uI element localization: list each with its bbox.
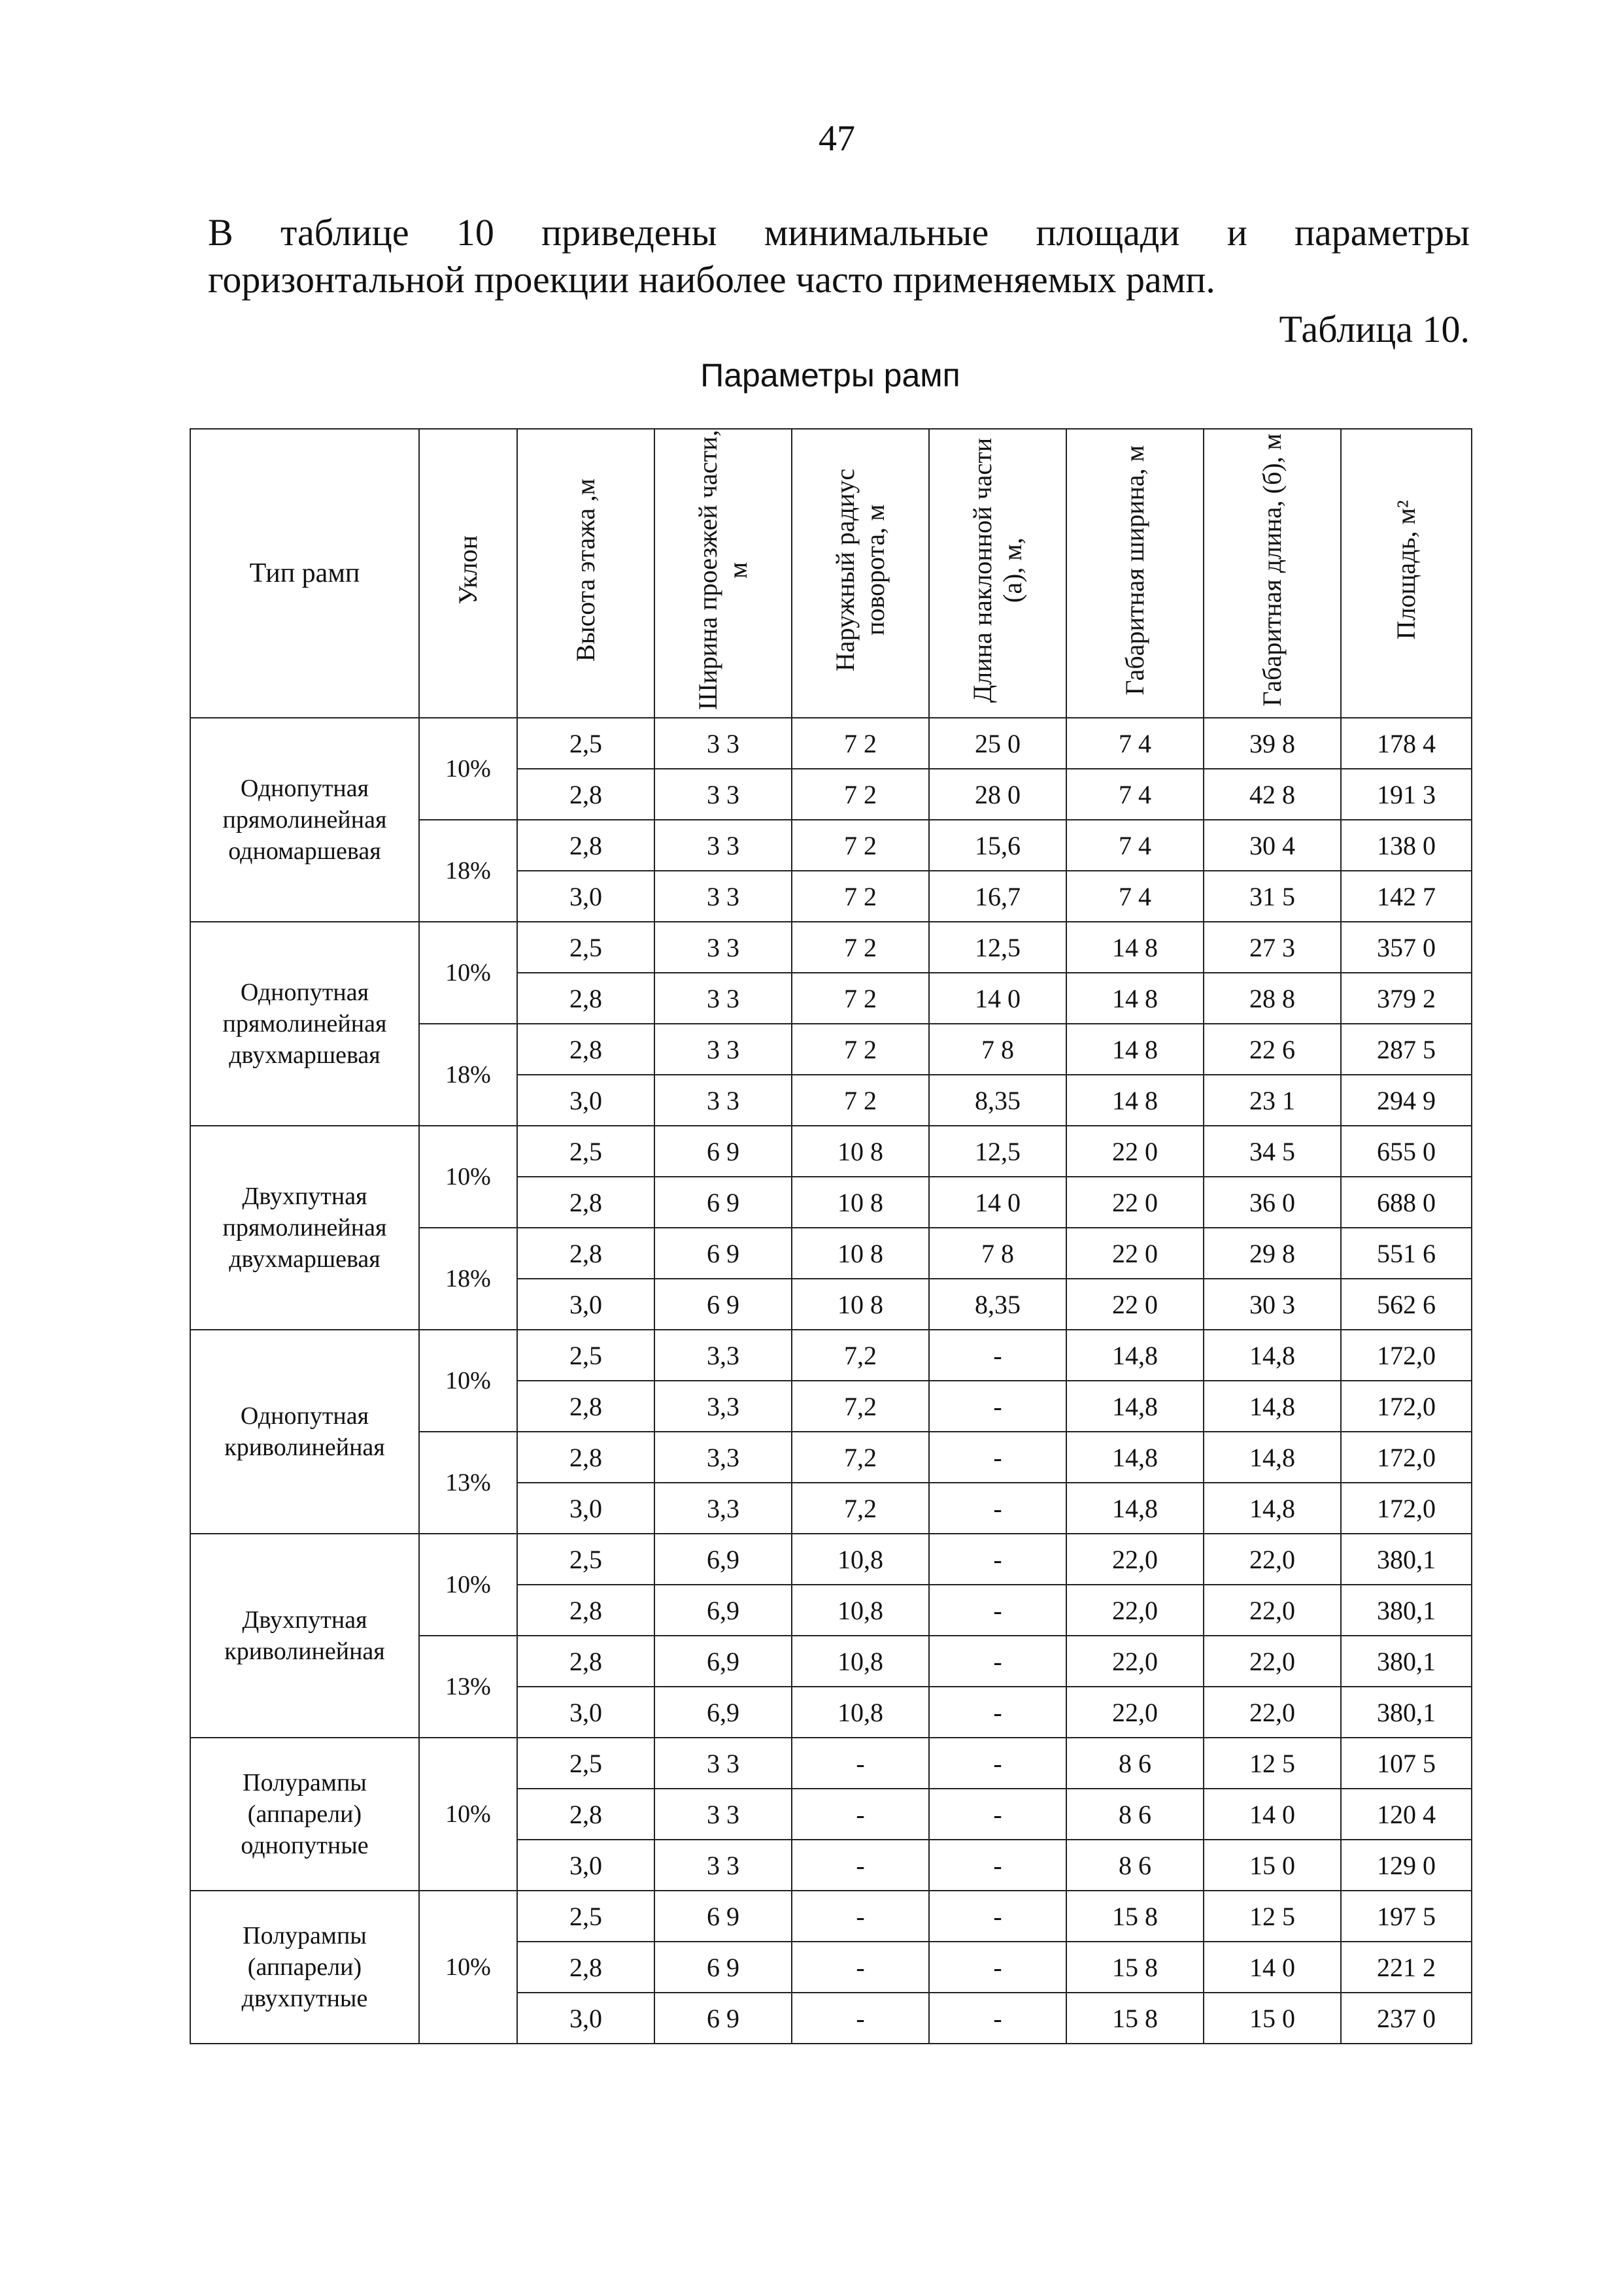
header-area-cell [1341,429,1472,718]
table-cell: 3 3 [654,922,792,973]
table-cell: 7 2 [792,973,929,1024]
table-cell: - [929,1330,1066,1381]
table-cell: 22,0 [1204,1534,1341,1585]
table-cell: 2,8 [517,769,654,820]
table-row [190,1330,1472,1381]
table-cell: 22 0 [1066,1228,1204,1279]
table-cell: 14,8 [1066,1483,1204,1534]
table-cell: 3,3 [654,1483,792,1534]
table-cell: 15 0 [1204,1840,1341,1891]
page-number: 47 [819,118,855,159]
table-cell: 6 9 [654,1993,792,2044]
table-cell: 172,0 [1341,1483,1472,1534]
table-cell: 221 2 [1341,1942,1472,1993]
table-cell: 6 9 [654,1126,792,1177]
table-cell: - [929,1585,1066,1636]
table-cell: 3 3 [654,871,792,922]
table-cell: - [929,1738,1066,1789]
table-cell: 10 8 [792,1177,929,1228]
table-cell: 14 8 [1066,1075,1204,1126]
table-row [190,922,1472,973]
table-cell: 8,35 [929,1075,1066,1126]
table-cell: 22,0 [1066,1636,1204,1687]
table-cell: - [929,1789,1066,1840]
table-cell: 3 3 [654,1789,792,1840]
table-cell: 380,1 [1341,1585,1472,1636]
header-floor-height-cell [517,429,654,718]
table-cell: 197 5 [1341,1891,1472,1942]
ramp-type-cell: Однопутная прямолинейная одномаршевая [190,718,419,922]
table-cell: 655 0 [1341,1126,1472,1177]
table-row [190,1126,1472,1177]
table-cell: 22,0 [1066,1534,1204,1585]
table-cell: 2,8 [517,1585,654,1636]
table-cell: 29 8 [1204,1228,1341,1279]
table-cell: 6 9 [654,1891,792,1942]
table-cell: 2,8 [517,1177,654,1228]
table-cell: 6 9 [654,1228,792,1279]
table-cell: 2,8 [517,1942,654,1993]
header-incline-length: Длина наклонной части (а), м, [968,437,1027,703]
ramp-type-cell: Однопутная прямолинейная двухмаршевая [190,922,419,1126]
slope-cell: 10% [419,718,517,820]
table-cell: 39 8 [1204,718,1341,769]
table-cell: 2,8 [517,1636,654,1687]
table-label: Таблица 10. [1279,308,1470,350]
ramp-type-cell: Однопутная криволинейная [190,1330,419,1534]
table-cell: 107 5 [1341,1738,1472,1789]
table-cell: 14,8 [1204,1483,1341,1534]
table-cell: 14 0 [929,1177,1066,1228]
table-cell: 6,9 [654,1534,792,1585]
table-cell: - [929,1840,1066,1891]
table-cell: 10,8 [792,1534,929,1585]
table-cell: 2,8 [517,820,654,871]
table-row [190,718,1472,769]
table-cell: 16,7 [929,871,1066,922]
header-slope-cell [419,429,517,718]
table-cell: 2,8 [517,1432,654,1483]
ramp-type-cell: Двухпутная криволинейная [190,1534,419,1738]
table-cell: 7 4 [1066,820,1204,871]
table-cell: - [929,1942,1066,1993]
ramp-type-cell: Двухпутная прямолинейная двухмаршевая [190,1126,419,1330]
header-lane-width-cell [654,429,792,718]
table-cell: - [929,1534,1066,1585]
table-cell: - [929,1993,1066,2044]
table-cell: 294 9 [1341,1075,1472,1126]
table-cell: 3,3 [654,1330,792,1381]
table-cell: 172,0 [1341,1381,1472,1432]
table-cell: 14 8 [1066,973,1204,1024]
header-overall-length-cell [1204,429,1341,718]
slope-cell: 18% [419,820,517,922]
table-cell: 22 0 [1066,1177,1204,1228]
table-cell: 2,5 [517,1330,654,1381]
table-cell: 120 4 [1341,1789,1472,1840]
table-cell: 191 3 [1341,769,1472,820]
table-cell: 3,0 [517,1075,654,1126]
table-cell: 3,0 [517,1840,654,1891]
header-outer-radius: Наружный радиус поворота, м [830,468,890,672]
table-cell: 2,8 [517,1381,654,1432]
table-cell: 14,8 [1204,1432,1341,1483]
table-cell: 10,8 [792,1585,929,1636]
table-cell: 7 8 [929,1228,1066,1279]
table-cell: - [792,1891,929,1942]
table-cell: 3,3 [654,1432,792,1483]
table-cell: 12,5 [929,1126,1066,1177]
table-cell: 3 3 [654,1840,792,1891]
table-cell: 380,1 [1341,1687,1472,1738]
table-cell: 2,5 [517,922,654,973]
table-cell: 15,6 [929,820,1066,871]
slope-cell: 10% [419,1330,517,1432]
table-cell: - [792,1789,929,1840]
table-cell: 3 3 [654,1075,792,1126]
intro-line-1: В таблице 10 приведены минимальные площади и параметры [208,211,1470,254]
table-row [190,1891,1472,1942]
table-cell: 22,0 [1204,1636,1341,1687]
ramp-type-cell: Полурампы (аппарели) однопутные [190,1738,419,1891]
header-area: Площадь, м² [1391,500,1421,640]
table-cell: 6 9 [654,1279,792,1330]
table-cell: 2,5 [517,1126,654,1177]
table-cell: 14,8 [1066,1381,1204,1432]
table-cell: 7 8 [929,1024,1066,1075]
table-cell: 562 6 [1341,1279,1472,1330]
table-cell: - [929,1381,1066,1432]
table-cell: 8 6 [1066,1789,1204,1840]
table-cell: 2,5 [517,1738,654,1789]
table-cell: 27 3 [1204,922,1341,973]
table-cell: 22,0 [1066,1585,1204,1636]
table-title: Параметры рамп [700,357,960,394]
header-overall-width-cell [1066,429,1204,718]
intro-line-2: горизонтальной проекции наиболее часто применяемых рамп. [208,258,1215,301]
table-cell: 8,35 [929,1279,1066,1330]
table-cell: - [929,1687,1066,1738]
table-cell: 287 5 [1341,1024,1472,1075]
table-cell: 7,2 [792,1330,929,1381]
table-cell: 6,9 [654,1687,792,1738]
table-cell: 6 9 [654,1177,792,1228]
table-cell: 3,0 [517,871,654,922]
table-cell: 357 0 [1341,922,1472,973]
table-cell: 3 3 [654,1024,792,1075]
table-cell: 14 8 [1066,922,1204,973]
table-cell: 14 0 [929,973,1066,1024]
table-cell: - [929,1432,1066,1483]
table-cell: 10 8 [792,1279,929,1330]
table-cell: 380,1 [1341,1636,1472,1687]
table-cell: 3 3 [654,973,792,1024]
table-cell: 14 0 [1204,1789,1341,1840]
table-cell: 3 3 [654,769,792,820]
table-cell: 22,0 [1204,1585,1341,1636]
table-row [190,1534,1472,1585]
table-cell: 28 0 [929,769,1066,820]
table-cell: 22,0 [1066,1687,1204,1738]
table-cell: 12,5 [929,922,1066,973]
table-cell: 8 6 [1066,1738,1204,1789]
table-cell: - [792,1993,929,2044]
table-cell: 12 5 [1204,1891,1341,1942]
slope-cell: 10% [419,922,517,1024]
table-cell: 22,0 [1204,1687,1341,1738]
table-cell: 14,8 [1066,1330,1204,1381]
table-cell: 2,5 [517,1534,654,1585]
table-cell: 3 3 [654,1738,792,1789]
table-cell: 12 5 [1204,1738,1341,1789]
table-cell: - [792,1942,929,1993]
header-overall-length: Габаритная длина, (б), м [1257,433,1287,707]
table-cell: 7 4 [1066,718,1204,769]
table-cell: 36 0 [1204,1177,1341,1228]
table-cell: 7 2 [792,718,929,769]
ramp-type-cell: Полурампы (аппарели) двухпутные [190,1891,419,2044]
table-cell: 31 5 [1204,871,1341,922]
table-cell: 25 0 [929,718,1066,769]
table-cell: 15 8 [1066,1942,1204,1993]
table-cell: 237 0 [1341,1993,1472,2044]
intro-paragraph [208,209,1470,303]
table-cell: 6 9 [654,1942,792,1993]
table-cell: 3 3 [654,718,792,769]
table-cell: 2,5 [517,718,654,769]
table-cell: 3 3 [654,820,792,871]
table-cell: 2,5 [517,1891,654,1942]
table-cell: 7 2 [792,922,929,973]
table-cell: 7 4 [1066,769,1204,820]
header-incline-length-cell [929,429,1066,718]
table-cell: 22 0 [1066,1279,1204,1330]
table-cell: 34 5 [1204,1126,1341,1177]
table-cell: 3,3 [654,1381,792,1432]
table-cell: 380,1 [1341,1534,1472,1585]
table-cell: 129 0 [1341,1840,1472,1891]
table-cell: - [792,1840,929,1891]
header-type: Тип рамп [190,429,419,718]
table-cell: 7 2 [792,769,929,820]
table-cell: 2,8 [517,1024,654,1075]
table-cell: 172,0 [1341,1330,1472,1381]
table-cell: 15 8 [1066,1891,1204,1942]
table-cell: 23 1 [1204,1075,1341,1126]
table-cell: 2,8 [517,1228,654,1279]
table-cell: 178 4 [1341,718,1472,769]
table-cell: 7 2 [792,820,929,871]
table-cell: 138 0 [1341,820,1472,871]
table-cell: 7,2 [792,1381,929,1432]
table-cell: 14,8 [1204,1381,1341,1432]
header-lane-width: Ширина проезжей части, м [693,430,753,711]
table-cell: 3,0 [517,1483,654,1534]
table-cell: 28 8 [1204,973,1341,1024]
table-cell: 172,0 [1341,1432,1472,1483]
table-cell: 30 3 [1204,1279,1341,1330]
table-cell: - [929,1891,1066,1942]
table-cell: 7 2 [792,1075,929,1126]
table-cell: 142 7 [1341,871,1472,922]
table-cell: - [792,1738,929,1789]
slope-cell: 10% [419,1534,517,1636]
header-outer-radius-cell [792,429,929,718]
table-cell: 22 6 [1204,1024,1341,1075]
table-cell: 10,8 [792,1636,929,1687]
table-cell: 30 4 [1204,820,1341,871]
table-cell: 551 6 [1341,1228,1472,1279]
header-floor-height: Высота этажа ,м [571,478,600,662]
table-cell: 3,0 [517,1279,654,1330]
table-cell: 22 0 [1066,1126,1204,1177]
table-cell: 7 2 [792,1024,929,1075]
table-cell: 7 4 [1066,871,1204,922]
table-cell: 14 0 [1204,1942,1341,1993]
slope-cell: 10% [419,1126,517,1228]
table-cell: 15 8 [1066,1993,1204,2044]
table-cell: 7 2 [792,871,929,922]
ramp-parameters-table [190,428,1472,2044]
table-cell: 688 0 [1341,1177,1472,1228]
table-cell: 2,8 [517,973,654,1024]
table-cell: - [929,1483,1066,1534]
table-cell: 10 8 [792,1228,929,1279]
slope-cell: 18% [419,1024,517,1126]
table-cell: 3,0 [517,1993,654,2044]
table-cell: 10 8 [792,1126,929,1177]
table-cell: 42 8 [1204,769,1341,820]
table-cell: 6,9 [654,1585,792,1636]
table-cell: 2,8 [517,1789,654,1840]
table-cell: - [929,1636,1066,1687]
table-cell: 14,8 [1066,1432,1204,1483]
slope-cell: 13% [419,1636,517,1738]
table-row [190,1738,1472,1789]
slope-cell: 18% [419,1228,517,1330]
table-header-row [190,429,1472,718]
slope-cell: 10% [419,1738,517,1891]
table-cell: 3,0 [517,1687,654,1738]
table-cell: 8 6 [1066,1840,1204,1891]
table-cell: 15 0 [1204,1993,1341,2044]
table-cell: 379 2 [1341,973,1472,1024]
table-cell: 14 8 [1066,1024,1204,1075]
table-cell: 7,2 [792,1432,929,1483]
table-cell: 10,8 [792,1687,929,1738]
slope-cell: 10% [419,1891,517,2044]
table-cell: 7,2 [792,1483,929,1534]
header-slope: Уклон [453,535,482,605]
slope-cell: 13% [419,1432,517,1534]
header-overall-width: Габаритная ширина, м [1120,445,1149,696]
table-cell: 6,9 [654,1636,792,1687]
table-cell: 14,8 [1204,1330,1341,1381]
table-body [190,718,1472,2044]
